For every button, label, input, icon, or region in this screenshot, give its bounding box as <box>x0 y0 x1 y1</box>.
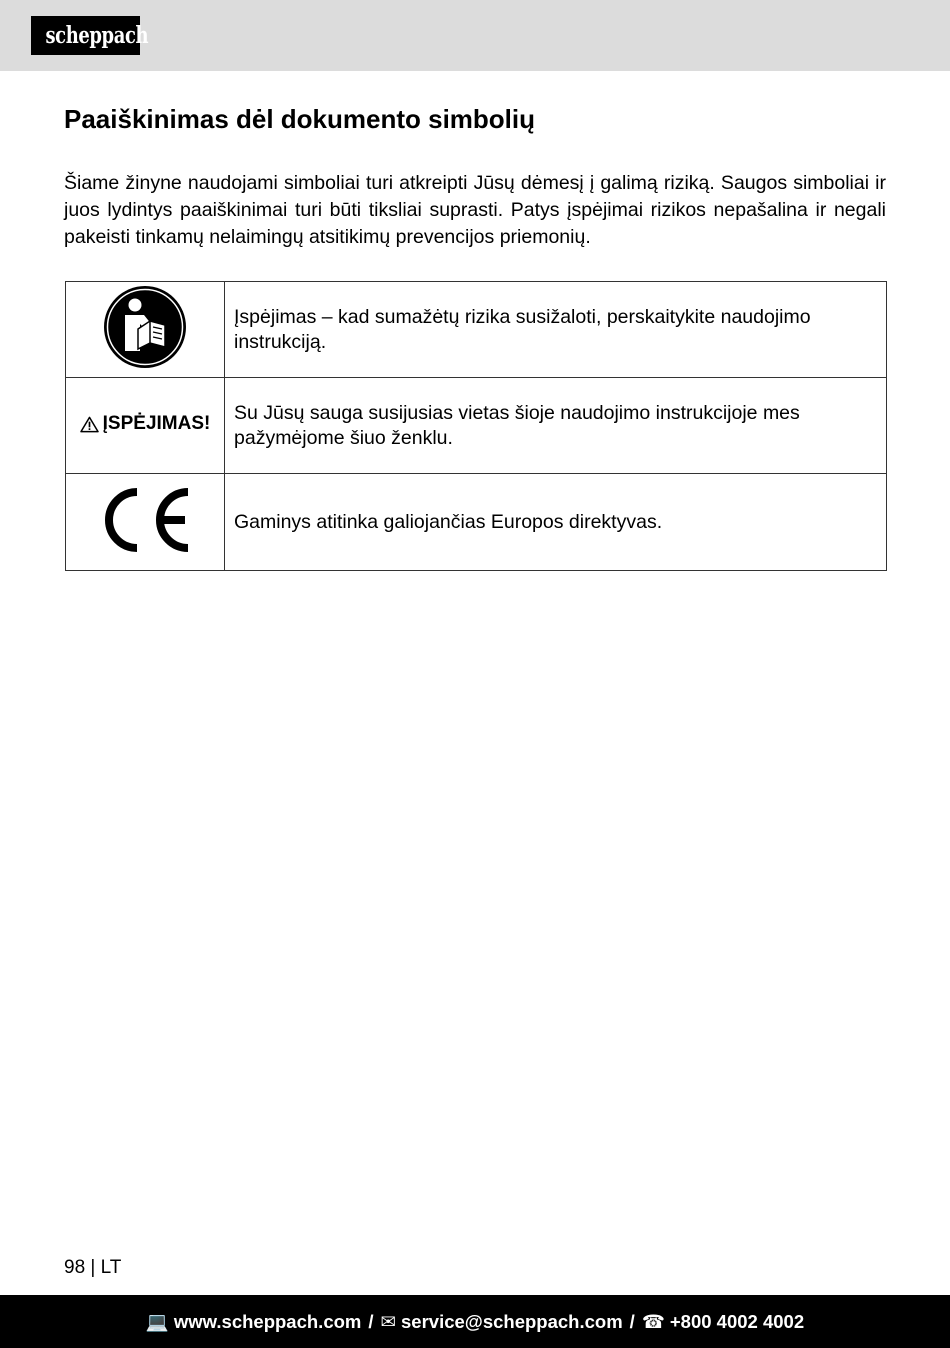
footer-separator: / <box>629 1310 635 1332</box>
read-manual-icon <box>103 285 187 369</box>
footer-bar <box>0 1295 950 1348</box>
symbols-table <box>65 281 887 571</box>
symbol-cell <box>66 282 225 378</box>
email-icon: ✉ <box>380 1310 397 1332</box>
footer-separator: / <box>368 1310 374 1332</box>
laptop-icon: 💻 <box>145 1310 169 1332</box>
symbol-description: Gaminys atitinka galiojančias Europos direktyvas. <box>225 474 887 571</box>
scheppach-logo: scheppach <box>31 16 140 55</box>
intro-paragraph: Šiame žinyne naudojami simboliai turi atkreipti Jūsų dėmesį į galimą riziką. Saugos simboliai ir juos lydintys paaiškinimai turi būti tiksliai suprasti. Patys įspėjimai rizikos nepašalina ir negali pakeisti tinkamų nelaimingų atsitikimų prevencijos priemonių. <box>64 172 886 248</box>
symbol-description: Su Jūsų sauga susijusias vietas šioje naudojimo instrukcijoje mes pažymėjome šiuo ženklu. <box>225 378 887 474</box>
table-row <box>66 474 887 571</box>
warning-label-text: ĮSPĖJIMAS! <box>102 413 211 435</box>
page-title: Paaiškinimas dėl dokumento simbolių <box>64 104 536 134</box>
table-row <box>66 378 887 474</box>
phone-number[interactable]: +800 4002 4002 <box>669 1310 805 1332</box>
symbol-cell <box>66 378 225 474</box>
warning-label <box>80 413 211 435</box>
table-row <box>66 282 887 378</box>
warning-triangle-icon <box>80 416 99 433</box>
ce-mark-icon <box>99 487 191 553</box>
phone-icon: ☎ <box>641 1310 665 1332</box>
symbol-cell <box>66 474 225 571</box>
page-number: 98 | LT <box>64 1257 122 1278</box>
header-bar <box>0 0 950 71</box>
website-link[interactable]: www.scheppach.com <box>173 1310 362 1332</box>
symbol-description: Įspėjimas – kad sumažėtų rizika susižaloti, perskaitykite naudojimo instrukciją. <box>225 282 887 378</box>
email-link[interactable]: service@scheppach.com <box>401 1310 623 1332</box>
